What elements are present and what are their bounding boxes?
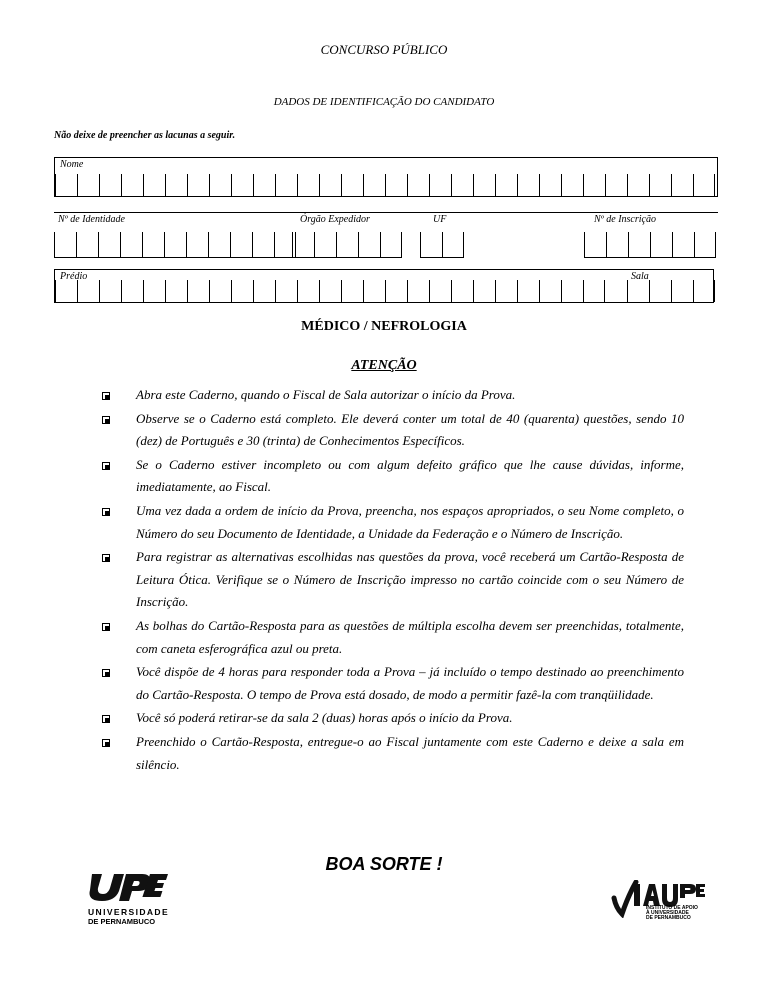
list-item: Observe se o Caderno está completo. Ele deverá conter um total de 40 (quarenta) questões, sendo 10 (dez) de Português e 30 (trinta) de Conhecimentos Específicos.	[96, 408, 684, 453]
identity-cells[interactable]	[54, 232, 296, 258]
list-item: Para registrar as alternativas escolhidas nas questões da prova, você receberá um Cartão-Resposta de Leitura Ótica. Verifique se o Número de Inscrição impresso no cartão coincide com o seu Número de Inscrição.	[96, 546, 684, 614]
checkbox-bullet-icon	[102, 739, 110, 747]
name-label: Nome	[60, 159, 84, 170]
section-title: DADOS DE IDENTIFICAÇÃO DO CANDIDATO	[273, 96, 495, 108]
list-item: Abra este Caderno, quando o Fiscal de Sala autorizar o início da Prova.	[96, 384, 684, 407]
name-cells	[55, 174, 715, 196]
iaupe-logo	[610, 880, 706, 922]
upe-logo-mark-icon	[88, 872, 168, 902]
upe-logo-line2: DE PERNAMBUCO	[88, 917, 156, 926]
uf-cells[interactable]	[420, 232, 464, 258]
good-luck-text: BOA SORTE !	[325, 854, 443, 874]
exam-title: MÉDICO / NEFROLOGIA	[301, 319, 467, 334]
checkbox-bullet-icon	[102, 669, 110, 677]
list-item: Preenchido o Cartão-Resposta, entregue-o ao Fiscal juntamente com este Caderno e deixe a sala em silêncio.	[96, 731, 684, 776]
list-item: Você dispõe de 4 horas para responder toda a Prova – já incluído o tempo destinado ao preenchimento do Cartão-Resposta. O tempo de Prova está dosado, de modo a permitir fazê-la com tranqüilidade.	[96, 661, 684, 706]
building-field[interactable]	[54, 269, 714, 303]
page-title: CONCURSO PÚBLICO	[320, 42, 448, 57]
iaupe-caption: INSTITUTO DE APOIO À UNIVERSIDADE DE PERNAMBUCO	[646, 905, 698, 922]
instruction-list	[96, 384, 684, 777]
room-label: Sala	[631, 271, 649, 282]
identity-label: Nº de Identidade	[58, 214, 125, 225]
checkbox-bullet-icon	[102, 392, 110, 400]
issuer-label: Órgão Expedidor	[300, 214, 370, 225]
checkbox-bullet-icon	[102, 508, 110, 516]
building-label: Prédio	[60, 271, 88, 282]
list-item: As bolhas do Cartão-Resposta para as questões de múltipla escolha devem ser preenchidas, totalmente, com caneta esferográfica azul ou preta.	[96, 615, 684, 660]
identity-row-top-rule	[54, 212, 718, 213]
fill-instruction: Não deixe de preencher as lacunas a seguir.	[54, 130, 236, 141]
uf-label: UF	[433, 214, 447, 225]
upe-logo-line1: UNIVERSIDADE	[88, 907, 170, 917]
room-cells	[627, 280, 715, 302]
name-field[interactable]	[54, 157, 718, 197]
checkbox-bullet-icon	[102, 623, 110, 631]
checkbox-bullet-icon	[102, 416, 110, 424]
list-item: Uma vez dada a ordem de início da Prova, preencha, nos espaços apropriados, o seu Nome completo, o Número do seu Documento de Identidade, a Unidade da Federação e o Número de Inscrição.	[96, 500, 684, 545]
list-item: Se o Caderno estiver incompleto ou com algum defeito gráfico que lhe cause dúvidas, informe, imediatamente, ao Fiscal.	[96, 454, 684, 499]
issuer-cells[interactable]	[292, 232, 402, 258]
registration-label: Nº de Inscrição	[594, 214, 656, 225]
checkbox-bullet-icon	[102, 462, 110, 470]
attention-heading: ATENÇÃO	[351, 358, 417, 373]
upe-logo	[88, 872, 170, 926]
building-cells	[55, 280, 605, 302]
checkbox-bullet-icon	[102, 715, 110, 723]
list-item: Você só poderá retirar-se da sala 2 (duas) horas após o início da Prova.	[96, 707, 684, 730]
registration-cells[interactable]	[584, 232, 716, 258]
checkbox-bullet-icon	[102, 554, 110, 562]
